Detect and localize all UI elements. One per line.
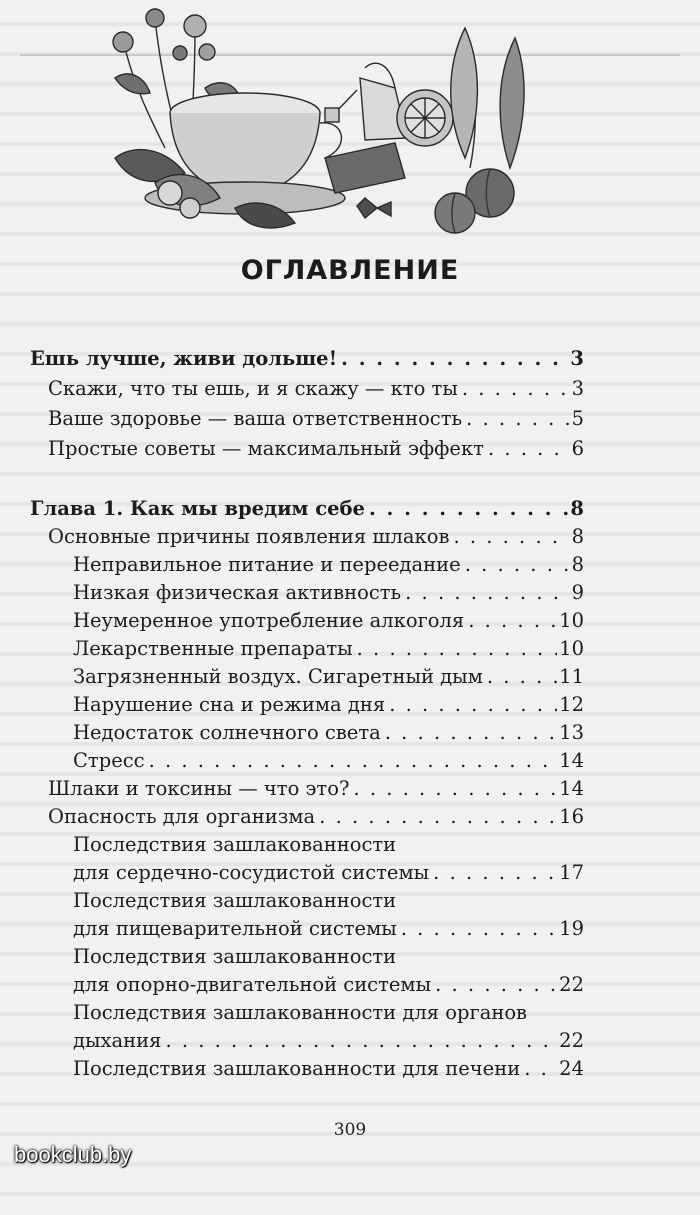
toc-entry xyxy=(73,579,584,607)
leader-dots xyxy=(462,375,570,403)
toc-entry-page: 8 xyxy=(571,553,584,576)
toc-entry-page: 6 xyxy=(571,437,584,460)
toc-entry-title: для пищеварительной системы xyxy=(73,917,397,940)
toc-entry xyxy=(48,435,584,463)
leader-dots xyxy=(385,719,557,747)
toc-entry-title: Скажи, что ты ешь, и я скажу — кто ты xyxy=(48,377,458,400)
toc-entry-line1: Последствия зашлакованности xyxy=(73,889,397,912)
toc-entry-page: 9 xyxy=(571,581,584,604)
leader-dots xyxy=(353,775,557,803)
leader-dots xyxy=(433,859,557,887)
toc-entry-title: Недостаток солнечного света xyxy=(73,721,381,744)
toc-entry-page: 8 xyxy=(571,525,584,548)
toc-entry-page: 17 xyxy=(559,861,584,884)
leader-dots xyxy=(319,803,557,831)
watermark-logo: bookclub.by xyxy=(14,1142,132,1167)
toc-entry-page: 11 xyxy=(559,665,584,688)
toc-entry-page: 13 xyxy=(559,721,584,744)
toc-entry-page: 10 xyxy=(559,637,584,660)
page-title: ОГЛАВЛЕНИЕ xyxy=(240,255,460,286)
toc-entry-title: Неправильное питание и переедание xyxy=(73,553,461,576)
leader-dots xyxy=(149,747,558,775)
leader-dots xyxy=(341,345,568,373)
toc-entry xyxy=(73,551,584,579)
toc-entry-page: 8 xyxy=(570,497,584,520)
toc-entry-title: для сердечно-сосудистой системы xyxy=(73,861,430,884)
toc-entry-line1: Последствия зашлакованности xyxy=(73,945,397,968)
leader-dots xyxy=(401,915,557,943)
toc-entry xyxy=(73,859,584,887)
toc-entry xyxy=(73,1027,584,1055)
page-number: 309 xyxy=(333,1120,367,1140)
toc-entry xyxy=(48,523,584,551)
toc-entry-page: 5 xyxy=(571,407,584,430)
toc-entry-title: Опасность для организма xyxy=(48,805,316,828)
toc-entry xyxy=(73,915,584,943)
toc-entry-page: 22 xyxy=(559,1029,584,1052)
toc-entry-page: 12 xyxy=(559,693,584,716)
leader-dots xyxy=(488,435,570,463)
toc-entry-title: Неумеренное употребление алкоголя xyxy=(73,609,465,632)
toc-entry-page: 10 xyxy=(559,609,584,632)
toc-entry xyxy=(73,607,584,635)
toc-entry-title: Шлаки и токсины — что это? xyxy=(48,777,350,800)
toc-entry xyxy=(73,691,584,719)
leader-dots xyxy=(435,971,557,999)
toc-entry-title: Основные причины появления шлаков xyxy=(48,525,450,548)
toc-entry xyxy=(73,747,584,775)
toc-entry-page: 14 xyxy=(559,777,584,800)
toc-entry-page: 14 xyxy=(559,749,584,772)
leader-dots xyxy=(524,1055,557,1083)
toc-entry xyxy=(73,663,584,691)
leader-dots xyxy=(165,1027,557,1055)
toc-entry-title: для опорно-двигательной системы xyxy=(73,973,432,996)
toc-entry xyxy=(30,495,584,523)
toc-entry-title: Ешь лучше, живи дольше! xyxy=(30,347,338,370)
leader-dots xyxy=(465,551,570,579)
leader-dots xyxy=(468,607,557,635)
toc-entry-page: 24 xyxy=(559,1057,584,1080)
toc-entry xyxy=(73,635,584,663)
leader-dots xyxy=(357,635,558,663)
leader-dots xyxy=(389,691,557,719)
toc-entry xyxy=(48,405,584,433)
toc-entry-title: дыхания xyxy=(73,1029,162,1052)
toc-entry-page: 19 xyxy=(559,917,584,940)
leader-dots xyxy=(369,495,568,523)
toc-entry xyxy=(30,345,584,373)
toc-entry-title: Последствия зашлакованности для печени xyxy=(73,1057,521,1080)
toc-entry-title: Стресс xyxy=(73,749,145,772)
leader-dots xyxy=(466,405,569,433)
leader-dots xyxy=(405,579,569,607)
toc-entry-page: 3 xyxy=(571,377,584,400)
toc-entry-page: 22 xyxy=(559,973,584,996)
toc-entry xyxy=(48,803,584,831)
toc-entry-page: 3 xyxy=(570,347,584,370)
toc-entry xyxy=(73,1055,584,1083)
toc-entry-title: Ваше здоровье — ваша ответственность xyxy=(48,407,463,430)
toc-entry xyxy=(73,971,584,999)
toc-entry-page: 16 xyxy=(559,805,584,828)
toc-entry xyxy=(48,375,584,403)
toc-entry xyxy=(48,775,584,803)
leader-dots xyxy=(487,663,557,691)
toc-entry-title: Простые советы — максимальный эффект xyxy=(48,437,484,460)
toc-entry-title: Нарушение сна и режима дня xyxy=(73,693,386,716)
toc-entry xyxy=(73,719,584,747)
herbal-tea-cup-illustration xyxy=(95,8,535,246)
toc-entry-title: Загрязненный воздух. Сигаретный дым xyxy=(73,665,483,688)
toc-entry-line1: Последствия зашлакованности xyxy=(73,833,397,856)
toc-entry-title: Низкая физическая активность xyxy=(73,581,402,604)
toc-entry-title: Глава 1. Как мы вредим себе xyxy=(30,497,365,520)
leader-dots xyxy=(453,523,569,551)
toc-entry-title: Лекарственные препараты xyxy=(73,637,353,660)
toc-entry-line1: Последствия зашлакованности для органов xyxy=(73,1001,528,1024)
